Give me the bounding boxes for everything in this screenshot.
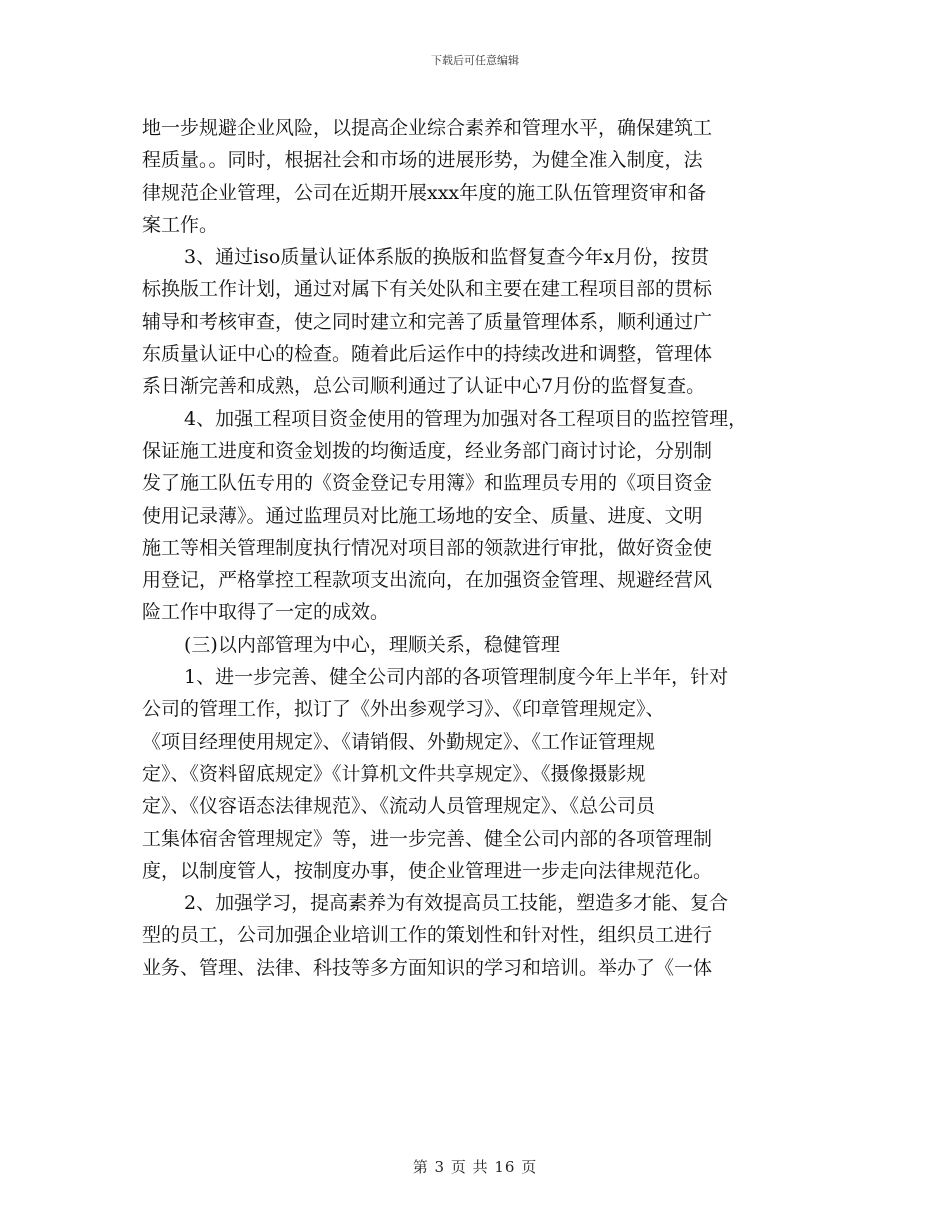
body-line: 施工等相关管理制度执行情况对项目部的领款进行审批，做好资金使 — [142, 536, 713, 559]
body-line: 业务、管理、法律、科技等多方面知识的学习和培训。举办了《一体 — [142, 956, 713, 979]
body-line: 地一步规避企业风险，以提高企业综合素养和管理水平，确保建筑工 — [142, 117, 713, 139]
body-line: 型的员工，公司加强企业培训工作的策划性和针对性，组织员工进行 — [142, 924, 713, 947]
document-body — [142, 112, 814, 984]
body-line: 2、加强学习，提高素养为有效提高员工技能，塑造多才能、复合 — [184, 892, 729, 915]
page-header: 下载后可任意编辑 — [431, 54, 519, 67]
body-line: 险工作中取得了一定的成效。 — [142, 601, 390, 624]
body-line: 律规范企业管理，公司在近期开展xxx年度的施工队伍管理资审和备 — [142, 181, 707, 204]
body-line: 标换版工作计划，通过对属下有关处队和主要在建工程项目部的贯标 — [142, 278, 713, 301]
page-footer: 第 3 页 共 16 页 — [412, 1158, 538, 1176]
body-line: 定》、《仪容语态法律规范》、《流动人员管理规定》、《总公司员 — [142, 795, 656, 818]
body-line: 3、通过iso质量认证体系版的换版和监督复查今年x月份，按贯 — [184, 246, 710, 269]
body-line: 发了施工队伍专用的《资金登记专用簿》和监理员专用的《项目资金 — [142, 472, 713, 495]
body-line: 辅导和考核审查，使之同时建立和完善了质量管理体系，顺利通过广 — [142, 310, 713, 333]
body-line: 案工作。 — [142, 213, 219, 236]
body-line: 公司的管理工作，拟订了《外出参观学习》、《印章管理规定》、 — [142, 698, 665, 721]
body-line: 《项目经理使用规定》、《请销假、外勤规定》、《工作证管理规 — [142, 730, 656, 753]
body-line: 工集体宿舍管理规定》等，进一步完善、健全公司内部的各项管理制 — [142, 827, 713, 850]
body-line: 东质量认证中心的检查。随着此后运作中的持续改进和调整，管理体 — [142, 343, 713, 366]
body-line: 系日渐完善和成熟，总公司顺利通过了认证中心7月份的监督复查。 — [142, 375, 706, 398]
body-line: 用登记，严格掌控工程款项支出流向，在加强资金管理、规避经营风 — [142, 569, 713, 592]
body-line: 定》、《资料留底规定》《计算机文件共享规定》、《摄像摄影规 — [142, 762, 646, 785]
body-line: 程质量。。同时，根据社会和市场的进展形势，为健全准入制度，法 — [142, 149, 703, 172]
body-line: 4、加强工程项目资金使用的管理为加强对各工程项目的监控管理， — [184, 407, 748, 430]
body-line: 1、进一步完善、健全公司内部的各项管理制度今年上半年，针对 — [184, 666, 729, 689]
body-line: 使用记录薄》。通过监理员对比施工场地的安全、质量、进度、文明 — [142, 504, 703, 527]
section-heading: (三)以内部管理为中心，理顺关系，稳健管理 — [184, 633, 560, 656]
body-line: 保证施工进度和资金划拨的均衡适度，经业务部门商讨讨论，分别制 — [142, 439, 713, 462]
body-line: 度，以制度管人，按制度办事，使企业管理进一步走向法律规范化。 — [142, 859, 713, 882]
